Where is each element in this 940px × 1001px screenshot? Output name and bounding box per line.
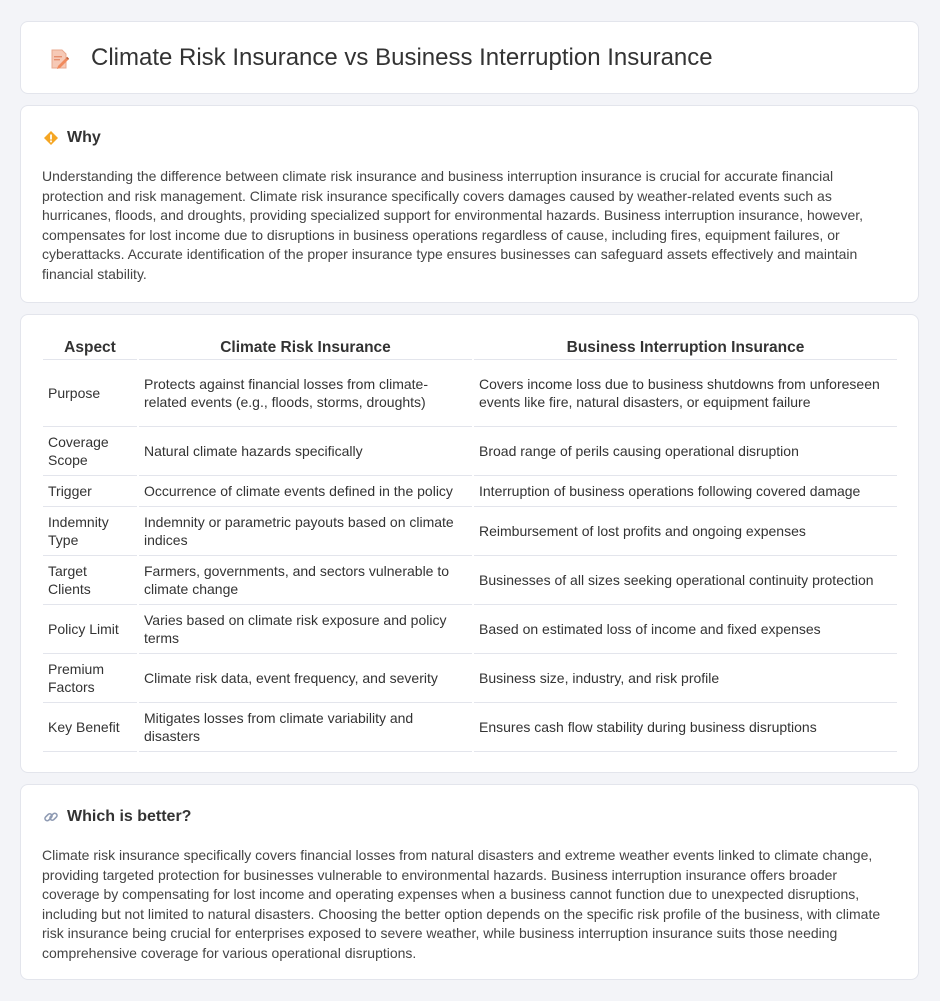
cell-climate: Natural climate hazards specifically: [139, 427, 472, 476]
cell-business: Covers income loss due to business shutdowns from unforeseen events like fire, natural disasters, or equipment failure: [474, 360, 897, 427]
header-climate: Climate Risk Insurance: [139, 337, 472, 360]
cell-climate: Indemnity or parametric payouts based on climate indices: [139, 507, 472, 556]
cell-business: Interruption of business operations following covered damage: [474, 476, 897, 507]
better-heading: Which is better?: [67, 808, 192, 825]
cell-aspect: Coverage Scope: [43, 427, 137, 476]
cell-climate: Mitigates losses from climate variability and disasters: [139, 703, 472, 752]
cell-business: Broad range of perils causing operational disruption: [474, 427, 897, 476]
cell-business: Business size, industry, and risk profile: [474, 654, 897, 703]
cell-aspect: Premium Factors: [43, 654, 137, 703]
why-heading: Why: [67, 129, 101, 146]
header-aspect: Aspect: [43, 337, 137, 360]
cell-aspect: Target Clients: [43, 556, 137, 605]
table-row: [43, 654, 897, 703]
table-header-row: [43, 337, 897, 360]
cell-aspect: Indemnity Type: [43, 507, 137, 556]
title-card: [20, 21, 919, 94]
why-heading-row: [43, 128, 101, 148]
cell-aspect: Policy Limit: [43, 605, 137, 654]
table-row: [43, 556, 897, 605]
cell-aspect: Key Benefit: [43, 703, 137, 752]
cell-business: Ensures cash flow stability during business disruptions: [474, 703, 897, 752]
why-section: [20, 105, 919, 303]
which-better-section: [20, 784, 919, 980]
cell-climate: Varies based on climate risk exposure and policy terms: [139, 605, 472, 654]
better-paragraph: Climate risk insurance specifically covers financial losses from natural disasters and extreme weather events linked to climate change, providing targeted protection for businesses vulnerable to environmental hazards. Business interruption insurance offers broader coverage by compensating for lost income and operating expenses when a business cannot function due to unexpected disruptions, including but not limited to natural disasters. Choosing the better option depends on the specific risk profile of the business, with climate risk insurance being crucial for enterprises exposed to severe weather, while business interruption insurance suits those needing comprehensive coverage for various operational disruptions.: [42, 847, 881, 961]
table-row: [43, 507, 897, 556]
why-paragraph: Understanding the difference between climate risk insurance and business interruption insurance is crucial for accurate financial protection and risk management. Climate risk insurance specifically covers damages caused by weather-related events such as hurricanes, floods, and droughts, providing specialized support for environmental hazards. Business interruption insurance, however, compensates for lost income due to disruptions in business operations regardless of cause, including fires, equipment failures, or cyberattacks. Accurate identification of the proper insurance type ensures businesses can safeguard assets effectively and maintain financial stability.: [42, 168, 864, 282]
cell-aspect: Purpose: [43, 360, 137, 427]
comparison-section: [20, 314, 919, 773]
cell-climate: Occurrence of climate events defined in the policy: [139, 476, 472, 507]
cell-business: Reimbursement of lost profits and ongoing expenses: [474, 507, 897, 556]
table-row: [43, 476, 897, 507]
diamond-warning-icon: [43, 130, 59, 146]
cell-climate: Farmers, governments, and sectors vulnerable to climate change: [139, 556, 472, 605]
table-row: [43, 703, 897, 752]
page-title: Climate Risk Insurance vs Business Interruption Insurance: [91, 44, 713, 71]
table-row: [43, 605, 897, 654]
cell-business: Based on estimated loss of income and fixed expenses: [474, 605, 897, 654]
cell-climate: Protects against financial losses from climate-related events (e.g., floods, storms, droughts): [139, 360, 472, 427]
document-pencil-icon: [49, 48, 69, 70]
cell-climate: Climate risk data, event frequency, and severity: [139, 654, 472, 703]
link-icon: [43, 809, 59, 825]
header-business: Business Interruption Insurance: [474, 337, 897, 360]
cell-business: Businesses of all sizes seeking operational continuity protection: [474, 556, 897, 605]
table-row: [43, 427, 897, 476]
cell-aspect: Trigger: [43, 476, 137, 507]
table-row: [43, 360, 897, 427]
comparison-table: [41, 337, 899, 752]
better-heading-row: [43, 807, 191, 827]
